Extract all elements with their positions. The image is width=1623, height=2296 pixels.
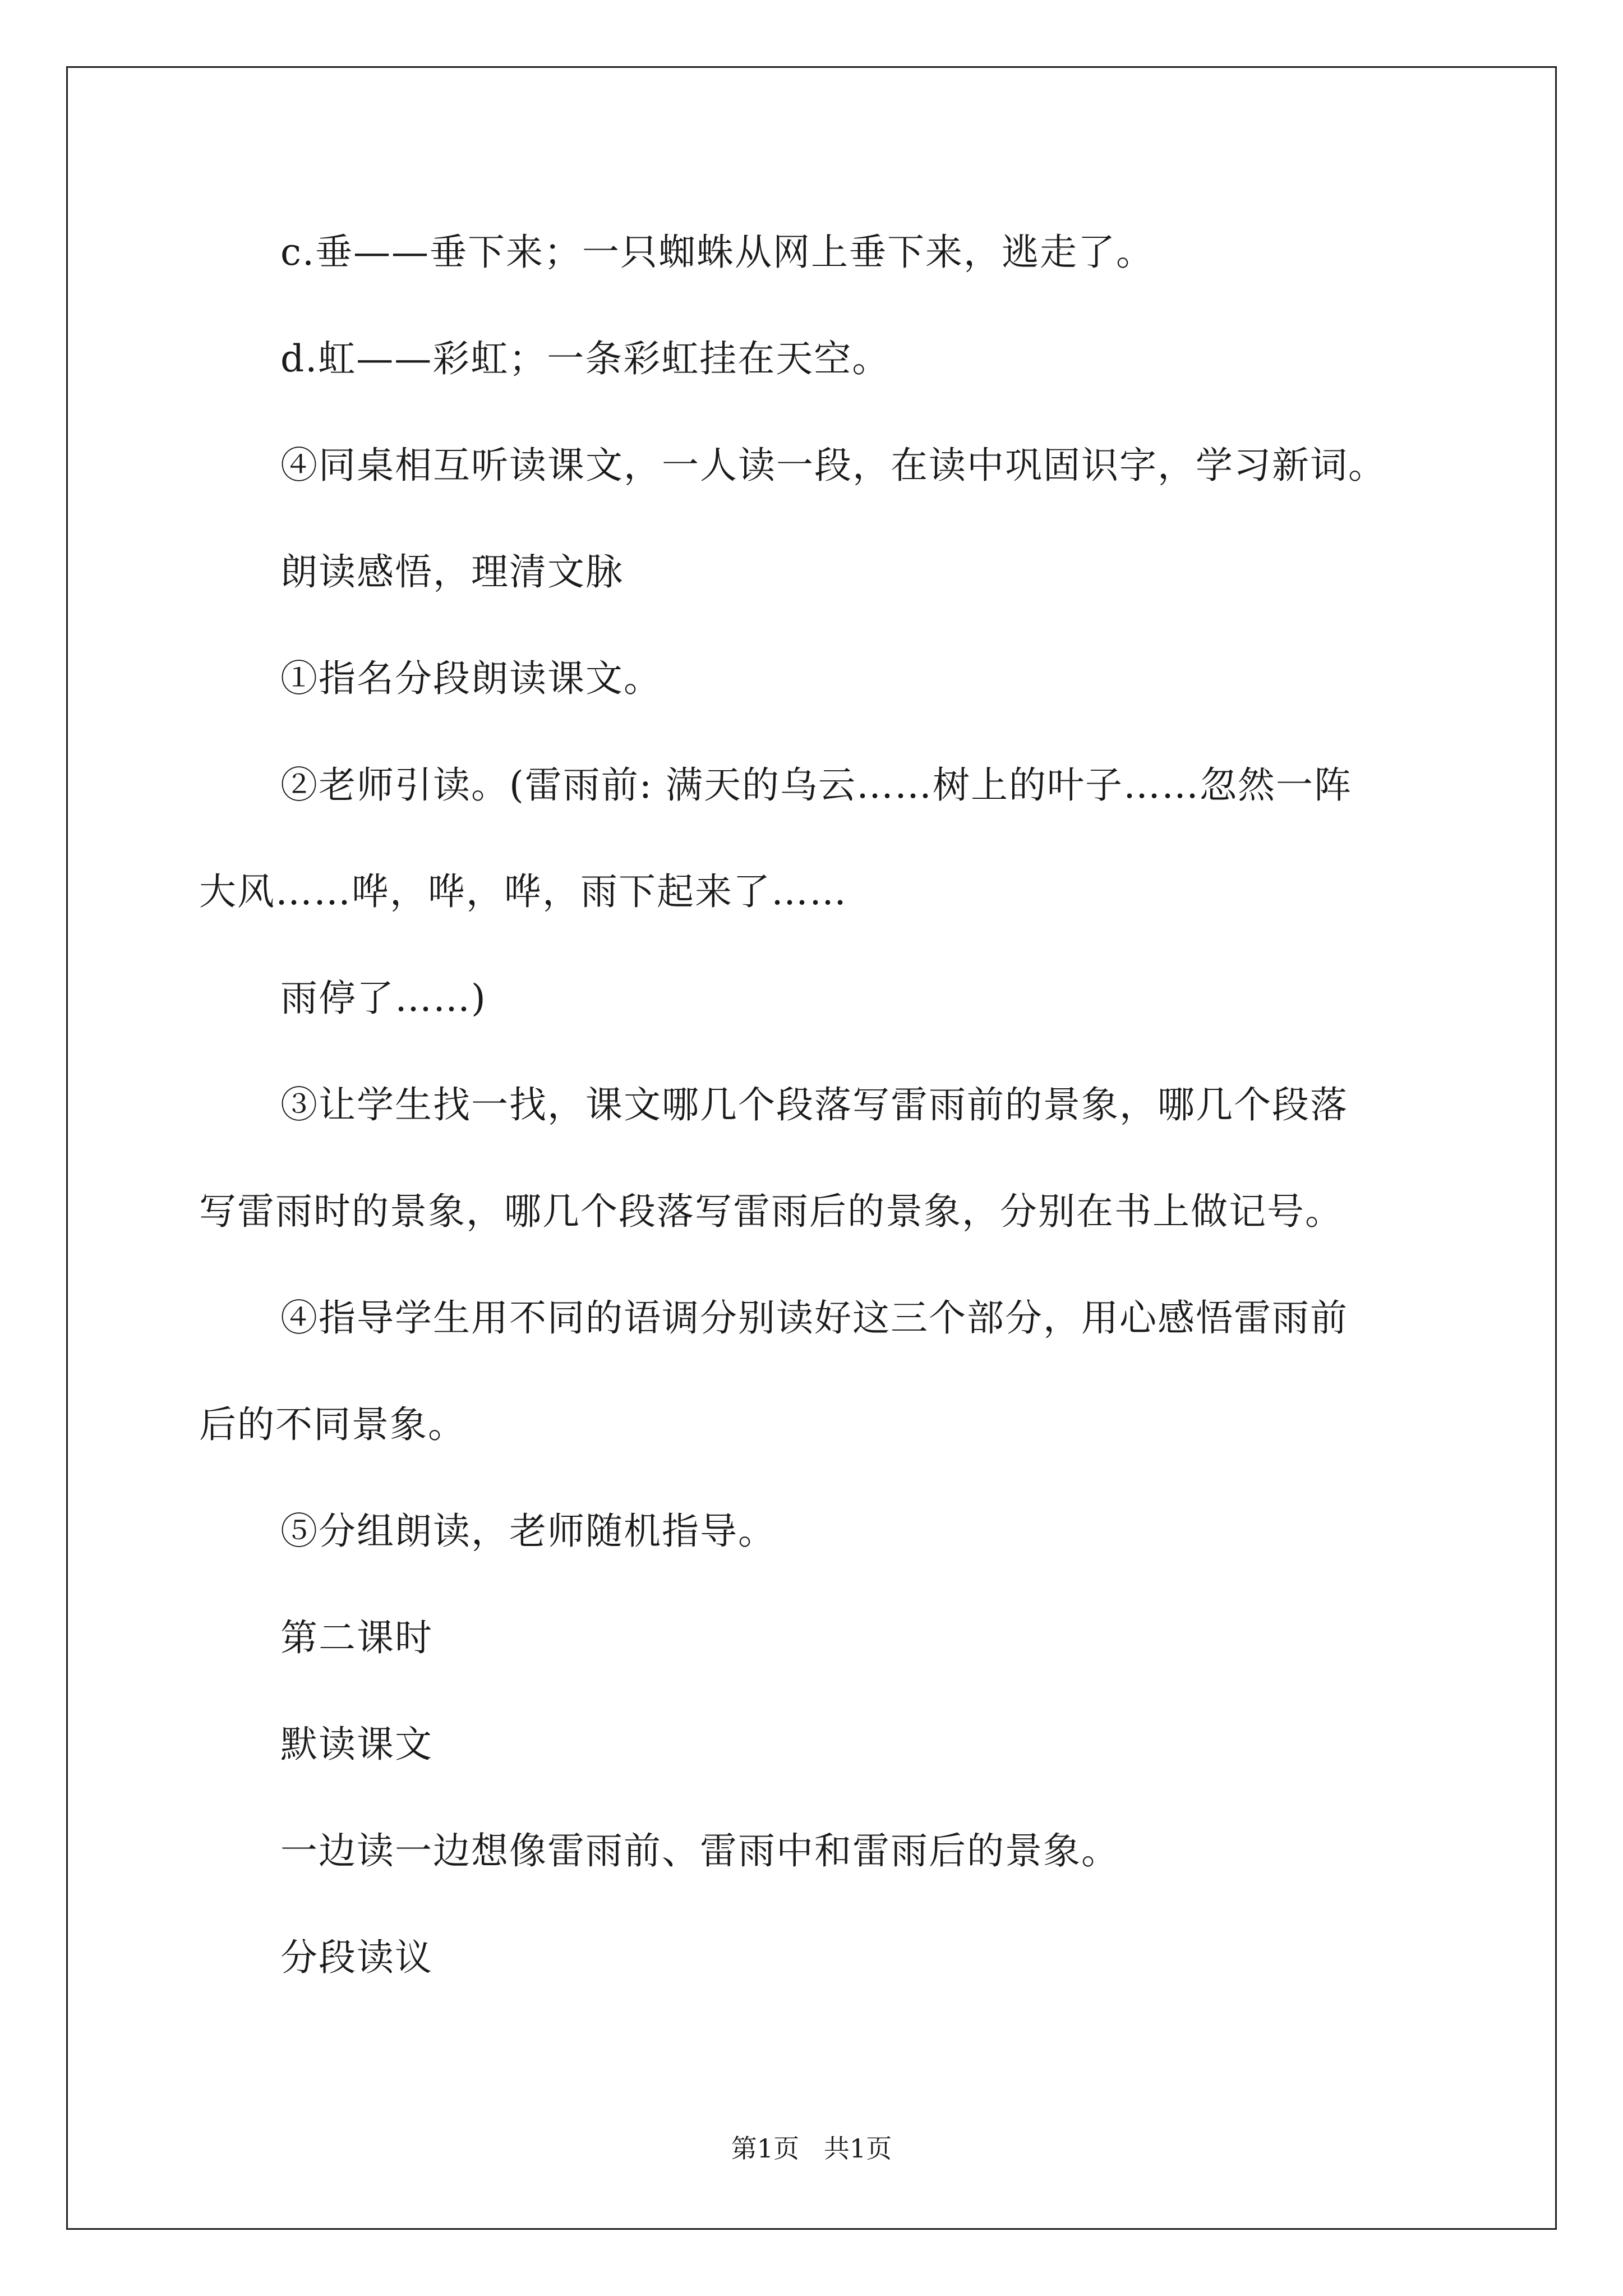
text-line: ⑤分组朗读，老师随机指导。 (280, 1510, 776, 1553)
text-line: 雨停了……) (280, 977, 487, 1020)
text-line: c.垂——垂下来；一只蜘蛛从网上垂下来，逃走了。 (280, 231, 1154, 274)
text-line: ④指导学生用不同的语调分别读好这三个部分，用心感悟雷雨前 (280, 1296, 1348, 1340)
text-line: 写雷雨时的景象，哪几个段落写雷雨后的景象，分别在书上做记号。 (199, 1190, 1343, 1233)
section-heading: 分段读议 (280, 1936, 433, 1979)
text-line: ③让学生找一找，课文哪几个段落写雷雨前的景象，哪几个段落 (280, 1083, 1348, 1126)
text-line: ②老师引读。(雷雨前: 满天的乌云……树上的叶子……忽然一阵 (280, 763, 1352, 807)
text-line: ④同桌相互听读课文，一人读一段，在读中巩固识字，学习新词。 (280, 444, 1386, 487)
section-heading: 朗读感悟，理清文脉 (280, 550, 624, 593)
text-line: d.虹——彩虹；一条彩虹挂在天空。 (280, 337, 891, 380)
text-line: ①指名分段朗读课文。 (280, 657, 662, 700)
text-line: 大风……哗，哗，哗，雨下起来了…… (199, 870, 847, 913)
page-footer: 第1页 共1页 (731, 2133, 892, 2164)
page-border (66, 66, 1557, 2230)
text-line: 一边读一边想像雷雨前、雷雨中和雷雨后的景象。 (280, 1829, 1119, 1872)
section-heading: 默读课文 (280, 1723, 433, 1766)
section-heading: 第二课时 (280, 1616, 433, 1659)
text-line: 后的不同景象。 (199, 1403, 466, 1446)
